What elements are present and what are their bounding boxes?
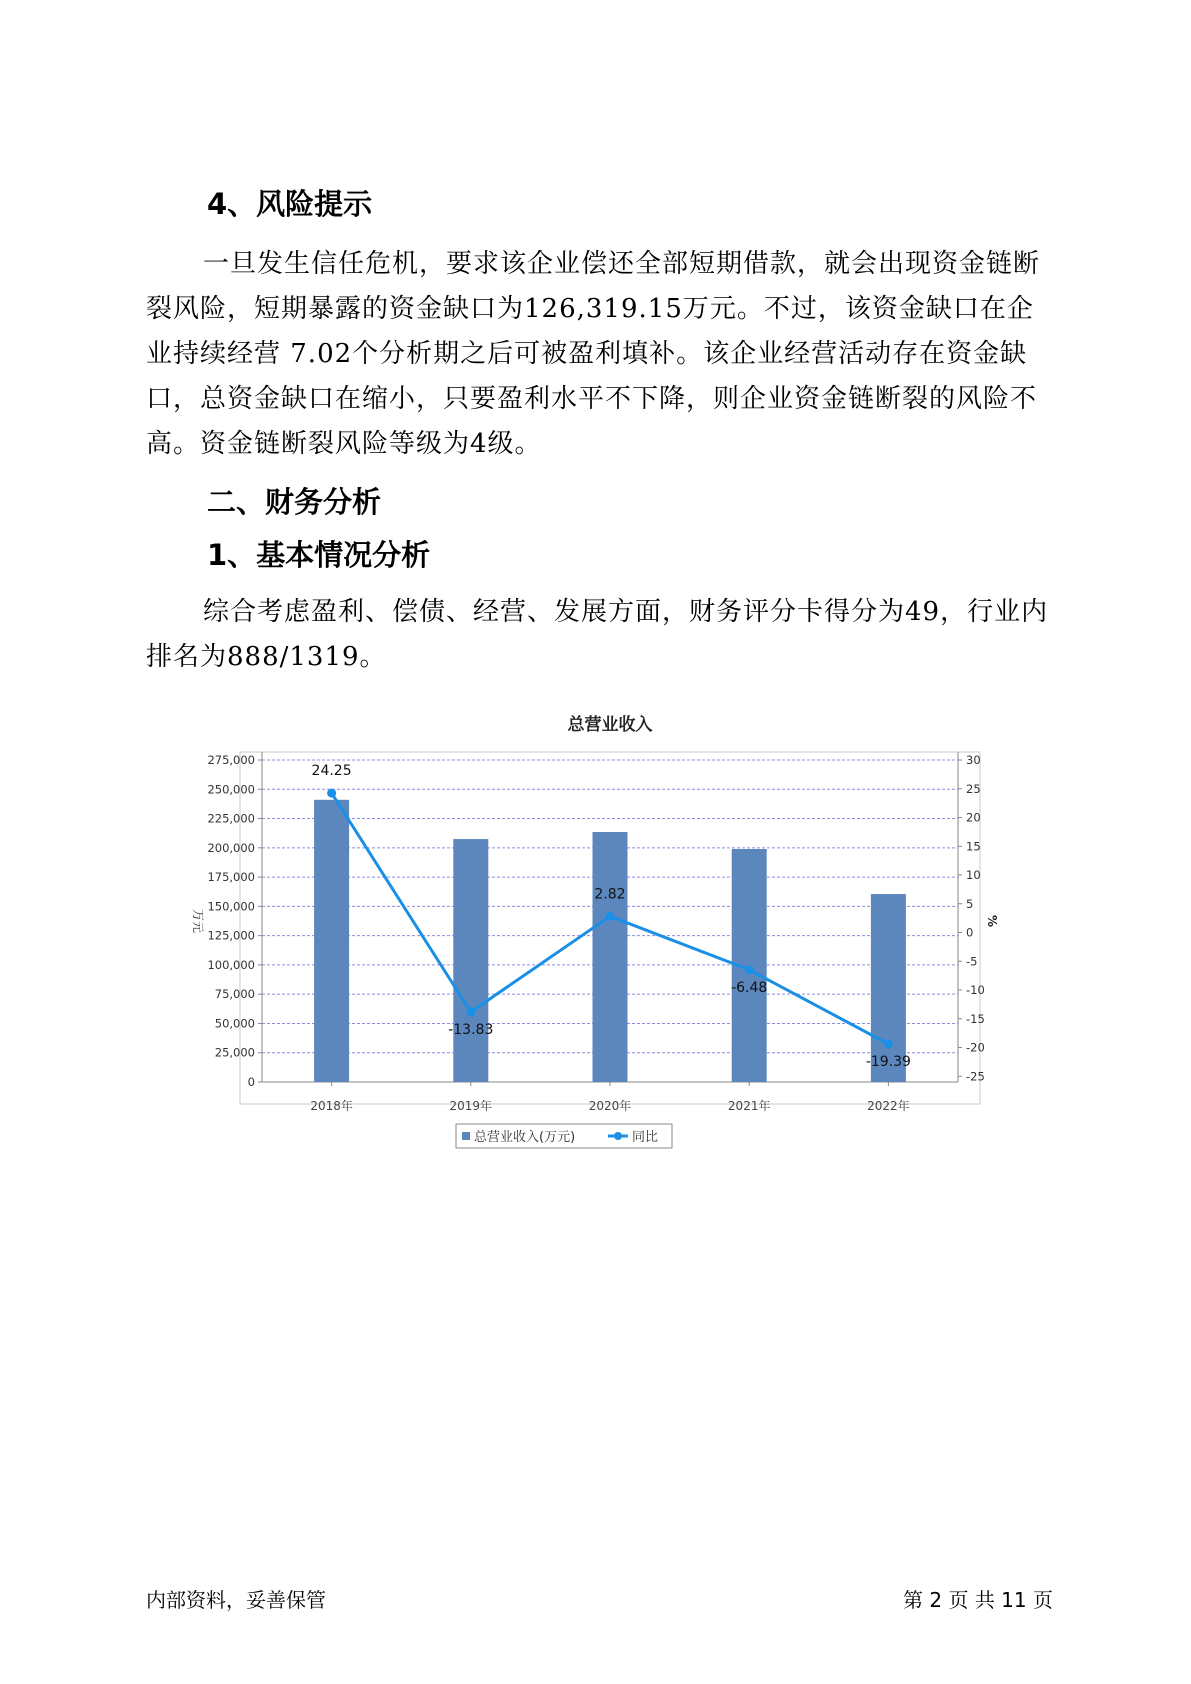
y-right-tick-label: 25 xyxy=(966,781,981,796)
risk-paragraph: 一旦发生信任危机，要求该企业偿还全部短期借款，就会出现资金链断裂风险，短期暴露的资金缺口为126,319.15万元。不过，该资金缺口在企业持续经营 7.02个分析期之后可被盈利填补。该企业经营活动存在资金缺口，总资金缺口在缩小，只要盈利水平不下降，则企业资金链断裂的风险不高。资金链断裂风险等级为4级。 xyxy=(146,249,1041,459)
basic-paragraph: 综合考虑盈利、偿债、经营、发展方面，财务评分卡得分为49，行业内排名为888/1319。 xyxy=(146,597,1049,672)
y-right-tick-label: 15 xyxy=(966,839,981,854)
y-right-tick-label: 20 xyxy=(966,810,981,825)
y-axis-label: 万元 xyxy=(191,908,205,934)
data-label-2: 2.82 xyxy=(594,886,626,903)
y-tick-label: 150,000 xyxy=(207,899,255,914)
y-tick-label: 200,000 xyxy=(207,840,255,855)
data-label-0: 24.25 xyxy=(311,763,352,780)
yoy-point-4 xyxy=(884,1039,893,1048)
data-label-3: -6.48 xyxy=(731,979,768,996)
y-right-tick-label: -10 xyxy=(966,983,985,997)
legend-bar-label: 总营业收入(万元) xyxy=(474,1130,576,1145)
y-tick-label: 100,000 xyxy=(207,957,255,972)
y-right-tick-label: -5 xyxy=(966,954,978,969)
data-label-1: -13.83 xyxy=(448,1022,494,1039)
yoy-point-1 xyxy=(466,1008,475,1017)
y-tick-label: 0 xyxy=(247,1075,255,1089)
y-right-tick-label: 30 xyxy=(966,753,981,767)
legend-bar-swatch xyxy=(462,1132,470,1140)
legend-line-marker xyxy=(614,1132,622,1140)
y-right-tick-label: 0 xyxy=(966,925,974,940)
y-right-axis-label: % xyxy=(985,914,999,928)
chart-title: 总营业收入 xyxy=(567,715,653,735)
y-right-tick-label: 5 xyxy=(966,896,974,911)
footer-left: 内部资料，妥善保管 xyxy=(146,1588,326,1612)
y-tick-label: 50,000 xyxy=(214,1016,255,1031)
revenue-chart xyxy=(180,700,1000,1170)
section-heading-risk: 4、风险提示 xyxy=(207,187,373,221)
y-right-tick-label: -25 xyxy=(966,1069,985,1084)
y-right-tick-label: -15 xyxy=(966,1011,985,1026)
yoy-point-0 xyxy=(327,789,336,798)
y-tick-label: 275,000 xyxy=(207,753,255,767)
bar-1 xyxy=(453,839,488,1082)
legend-line-label: 同比 xyxy=(632,1130,659,1145)
y-right-tick-label: 10 xyxy=(966,868,981,882)
x-tick-label: 2018年 xyxy=(310,1099,353,1113)
y-tick-label: 75,000 xyxy=(214,987,255,1002)
x-tick-label: 2021年 xyxy=(727,1099,771,1113)
bar-2 xyxy=(593,832,628,1082)
y-tick-label: 125,000 xyxy=(207,928,255,943)
x-tick-label: 2019年 xyxy=(449,1099,493,1113)
bar-0 xyxy=(314,800,349,1082)
y-right-tick-label: -20 xyxy=(966,1040,985,1055)
y-tick-label: 250,000 xyxy=(207,782,255,797)
x-tick-label: 2022年 xyxy=(867,1099,910,1113)
yoy-point-2 xyxy=(606,912,615,921)
y-tick-label: 25,000 xyxy=(214,1045,255,1060)
footer-page-number: 第 2 页 共 11 页 xyxy=(903,1588,1053,1612)
yoy-point-3 xyxy=(745,965,754,974)
data-label-4: -19.39 xyxy=(865,1053,911,1070)
section-heading-basic: 1、基本情况分析 xyxy=(207,538,431,572)
y-tick-label: 175,000 xyxy=(207,870,255,885)
y-tick-label: 225,000 xyxy=(207,811,255,826)
section-heading-finance: 二、财务分析 xyxy=(207,485,382,519)
x-tick-label: 2020年 xyxy=(588,1099,632,1113)
